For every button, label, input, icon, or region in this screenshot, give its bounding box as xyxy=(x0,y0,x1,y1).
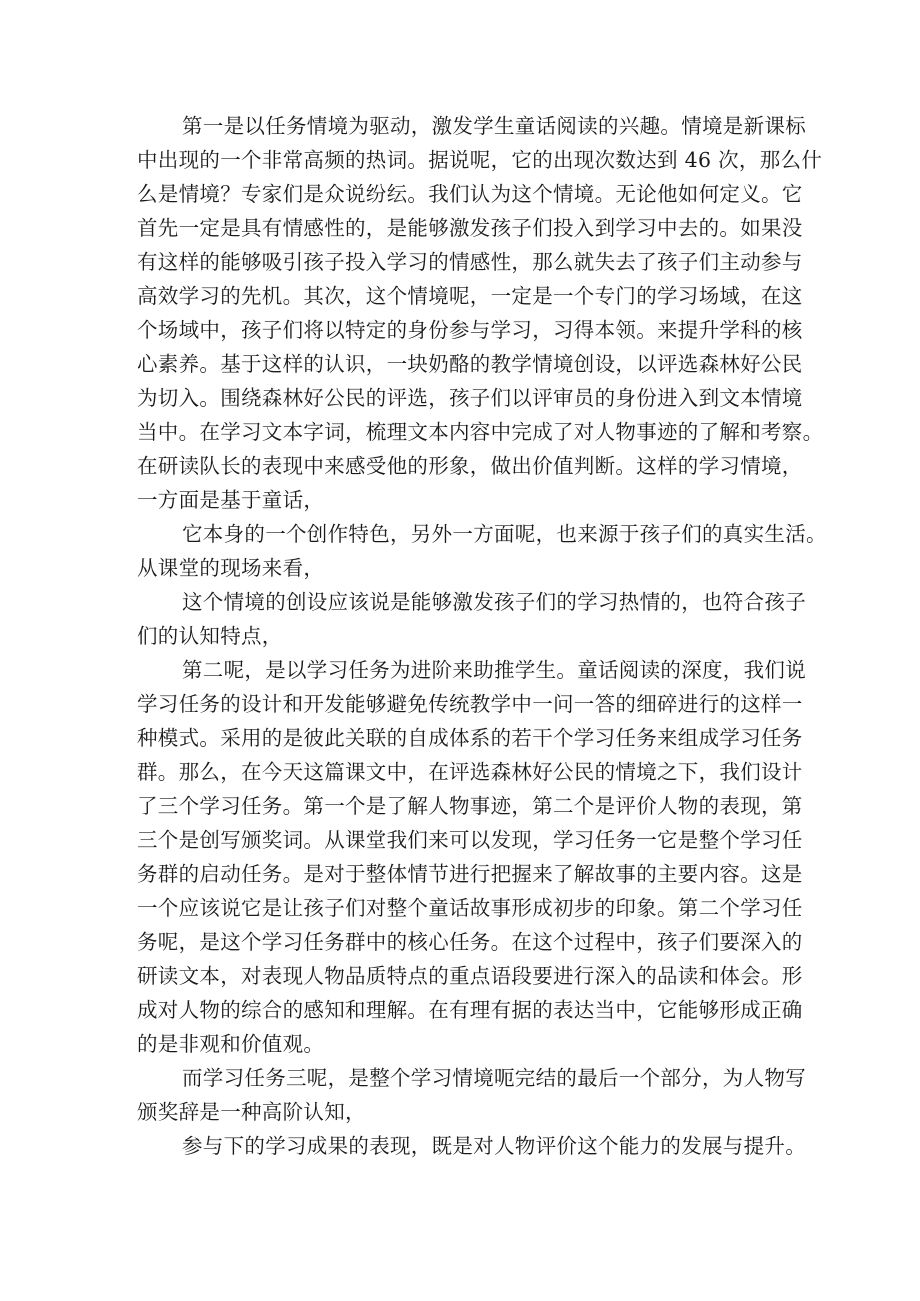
paragraph-first-line: 它本身的一个创作特色，另外一方面呢，也来源于孩子们的真实生活。 xyxy=(182,522,827,546)
text-line: 个场域中，孩子们将以特定的身份参与学习，习得本领。来提升学科的核 xyxy=(137,318,803,342)
text-line: 有这样的能够吸引孩子投入学习的情感性，那么就失去了孩子们主动参与 xyxy=(137,250,803,274)
text-line: 颁奖辞是一种高阶认知， xyxy=(137,1100,366,1124)
text-line: 务呢，是这个学习任务群中的核心任务。在这个过程中，孩子们要深入的 xyxy=(137,930,803,954)
text-line: 务群的启动任务。是对于整体情节进行把握来了解故事的主要内容。这是 xyxy=(137,862,803,886)
text-line: 们的认知特点， xyxy=(137,624,283,648)
text-line: 当中。在学习文本字词，梳理文本内容中完成了对人物事迹的了解和考察。 xyxy=(137,420,824,444)
text-line: 心素养。基于这样的认识，一块奶酪的教学情境创设，以评选森林好公民 xyxy=(137,352,803,376)
text-line: 了三个学习任务。第一个是了解人物事迹，第二个是评价人物的表现，第 xyxy=(137,794,803,818)
text-line: 从课堂的现场来看， xyxy=(137,556,325,580)
text-line: 首先一定是具有情感性的，是能够激发孩子们投入到学习中去的。如果没 xyxy=(137,216,803,240)
paragraph-first-line: 这个情境的创设应该说是能够激发孩子们的学习热情的，也符合孩子 xyxy=(182,590,806,614)
paragraph-first-line: 而学习任务三呢，是整个学习情境呃完结的最后一个部分，为人物写 xyxy=(182,1066,806,1090)
text-line: 三个是创写颁奖词。从课堂我们来可以发现，学习任务一它是整个学习任 xyxy=(137,828,803,852)
text-line: 一方面是基于童话， xyxy=(137,488,325,512)
text-line: 在研读队长的表现中来感受他的形象，做出价值判断。这样的学习情境， xyxy=(137,454,803,478)
text-line: 群。那么，在今天这篇课文中，在评选森林好公民的情境之下，我们设计 xyxy=(137,760,803,784)
text-line: 么是情境？专家们是众说纷纭。我们认为这个情境。无论他如何定义。它 xyxy=(137,182,803,206)
paragraph-first-line: 第一是以任务情境为驱动，激发学生童话阅读的兴趣。情境是新课标 xyxy=(182,114,806,138)
text-line: 中出现的一个非常高频的热词。据说呢，它的出现次数达到 46 次，那么什 xyxy=(137,148,823,172)
text-line: 种模式。采用的是彼此关联的自成体系的若干个学习任务来组成学习任务 xyxy=(137,726,803,750)
text-line: 的是非观和价值观。 xyxy=(137,1032,325,1056)
text-line: 学习任务的设计和开发能够避免传统教学中一问一答的细碎进行的这样一 xyxy=(137,692,803,716)
text-line: 一个应该说它是让孩子们对整个童话故事形成初步的印象。第二个学习任 xyxy=(137,896,803,920)
paragraph-first-line: 参与下的学习成果的表现，既是对人物评价这个能力的发展与提升。 xyxy=(182,1134,806,1158)
text-line: 高效学习的先机。其次，这个情境呢，一定是一个专门的学习场域，在这 xyxy=(137,284,803,308)
text-line: 研读文本，对表现人物品质特点的重点语段要进行深入的品读和体会。形 xyxy=(137,964,803,988)
document-body xyxy=(137,109,827,1163)
text-line: 成对人物的综合的感知和理解。在有理有据的表达当中，它能够形成正确 xyxy=(137,998,803,1022)
text-line: 为切入。围绕森林好公民的评选，孩子们以评审员的身份进入到文本情境 xyxy=(137,386,803,410)
paragraph-first-line: 第二呢，是以学习任务为进阶来助推学生。童话阅读的深度，我们说 xyxy=(182,658,806,682)
